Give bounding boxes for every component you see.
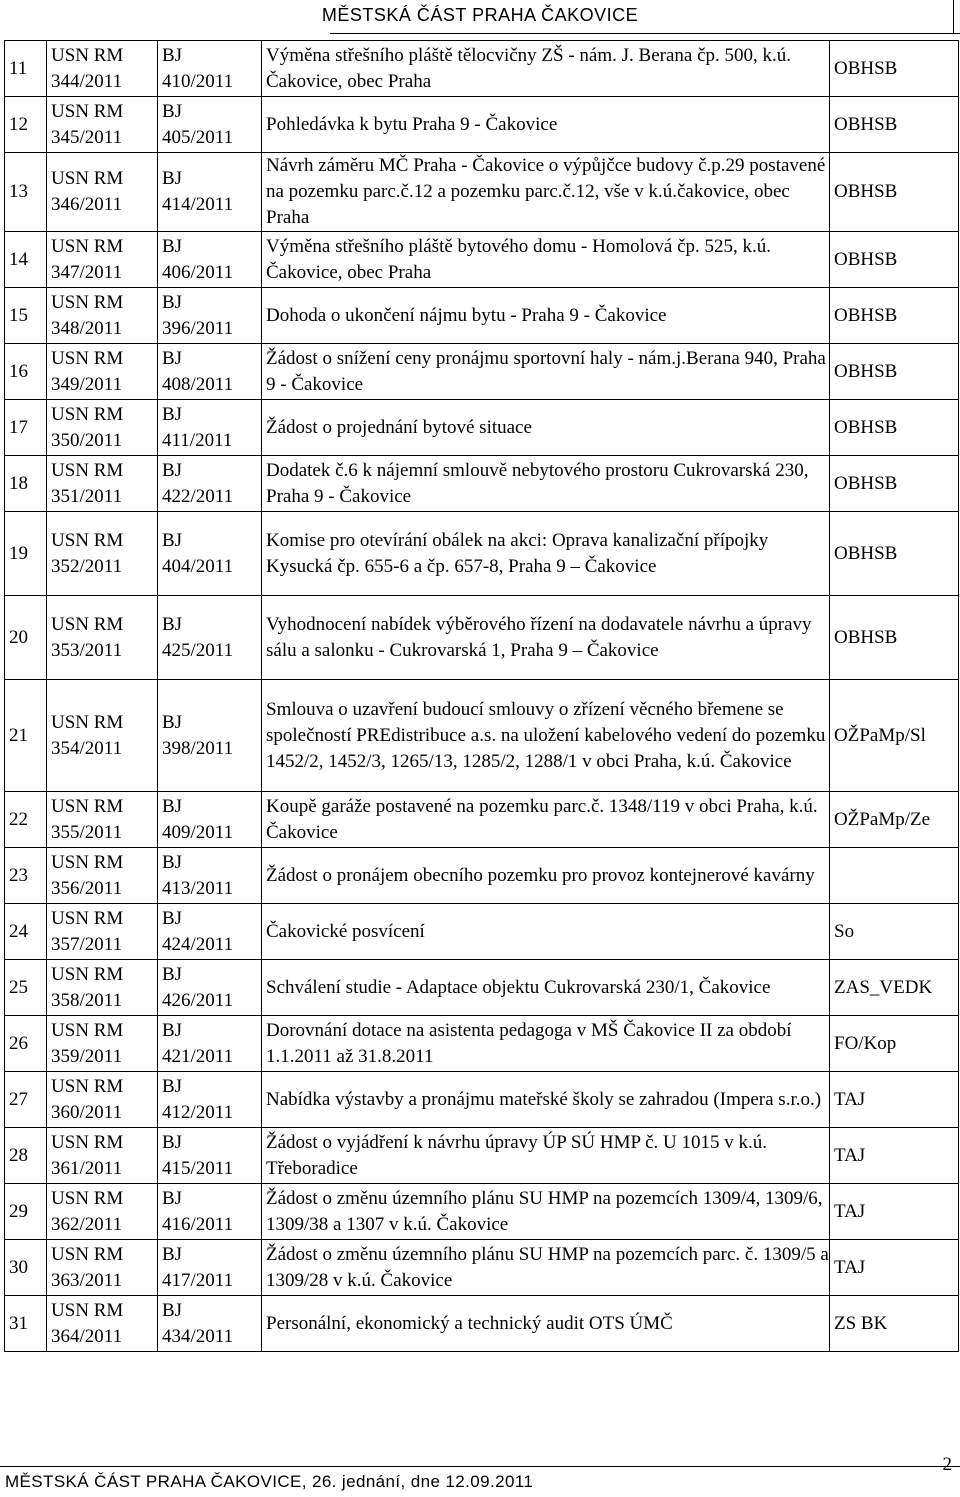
item-description: Vyhodnocení nabídek výběrového řízení na dodavatele návrhu a úpravy sálu a salonku - Cukrovarská 1, Praha 9 – Čakovice — [262, 596, 830, 680]
table-row — [5, 400, 959, 456]
table-row — [5, 1240, 959, 1296]
agenda-label: BJ — [162, 1187, 183, 1209]
table-row — [5, 596, 959, 680]
header-tick — [953, 0, 954, 34]
resolution-id-cell — [47, 1240, 158, 1296]
row-number: 11 — [5, 41, 47, 97]
responsible-department: TAJ — [830, 1072, 959, 1128]
responsible-department: FO/Kop — [830, 1016, 959, 1072]
agenda-number: 406/2011 — [162, 261, 234, 283]
table-row — [5, 344, 959, 400]
agenda-number: 415/2011 — [162, 1157, 234, 1179]
agenda-number: 413/2011 — [162, 877, 234, 899]
agenda-number: 405/2011 — [162, 126, 234, 148]
resolution-label: USN RM — [51, 1243, 124, 1265]
resolution-number: 344/2011 — [51, 70, 123, 92]
item-description: Koupě garáže postavené na pozemku parc.č. 1348/119 v obci Praha, k.ú. Čakovice — [262, 792, 830, 848]
page-number: 2 — [942, 1454, 952, 1475]
header-rule — [330, 33, 960, 34]
resolution-label: USN RM — [51, 347, 124, 369]
agenda-id-cell — [158, 41, 262, 97]
agenda-label: BJ — [162, 459, 183, 481]
resolution-label: USN RM — [51, 1299, 124, 1321]
resolution-number: 352/2011 — [51, 555, 123, 577]
agenda-id-cell — [158, 596, 262, 680]
row-number: 19 — [5, 512, 47, 596]
agenda-id-cell — [158, 1128, 262, 1184]
resolution-label: USN RM — [51, 1187, 124, 1209]
resolution-id-cell — [47, 1072, 158, 1128]
resolution-label: USN RM — [51, 291, 124, 313]
agenda-number: 422/2011 — [162, 485, 234, 507]
row-number: 29 — [5, 1184, 47, 1240]
resolution-label: USN RM — [51, 1131, 124, 1153]
resolution-number: 355/2011 — [51, 821, 123, 843]
agenda-label: BJ — [162, 1243, 183, 1265]
resolution-number: 364/2011 — [51, 1325, 123, 1347]
resolution-label: USN RM — [51, 711, 124, 733]
item-description: Čakovické posvícení — [262, 904, 830, 960]
item-description: Schválení studie - Adaptace objektu Cukrovarská 230/1, Čakovice — [262, 960, 830, 1016]
row-number: 24 — [5, 904, 47, 960]
resolution-id-cell — [47, 1016, 158, 1072]
responsible-department: OBHSB — [830, 596, 959, 680]
agenda-number: 425/2011 — [162, 639, 234, 661]
agenda-id-cell — [158, 97, 262, 153]
table-row — [5, 97, 959, 153]
agenda-id-cell — [158, 1072, 262, 1128]
agenda-number: 408/2011 — [162, 373, 234, 395]
agenda-id-cell — [158, 512, 262, 596]
responsible-department: OBHSB — [830, 97, 959, 153]
resolution-label: USN RM — [51, 44, 124, 66]
table-row — [5, 848, 959, 904]
responsible-department: TAJ — [830, 1184, 959, 1240]
responsible-department: ZAS_VEDK — [830, 960, 959, 1016]
responsible-department: OBHSB — [830, 153, 959, 232]
agenda-label: BJ — [162, 1299, 183, 1321]
resolution-label: USN RM — [51, 907, 124, 929]
item-description: Žádost o snížení ceny pronájmu sportovní haly - nám.j.Berana 940, Praha 9 - Čakovice — [262, 344, 830, 400]
resolution-number: 353/2011 — [51, 639, 123, 661]
resolution-number: 347/2011 — [51, 261, 123, 283]
item-description: Žádost o změnu územního plánu SU HMP na pozemcích parc. č. 1309/5 a 1309/28 v k.ú. Čakovice — [262, 1240, 830, 1296]
responsible-department: OBHSB — [830, 456, 959, 512]
resolution-number: 354/2011 — [51, 737, 123, 759]
agenda-number: 421/2011 — [162, 1045, 234, 1067]
agenda-number: 424/2011 — [162, 933, 234, 955]
resolution-number: 362/2011 — [51, 1213, 123, 1235]
agenda-label: BJ — [162, 1131, 183, 1153]
agenda-id-cell — [158, 904, 262, 960]
resolution-id-cell — [47, 1184, 158, 1240]
page-header — [0, 0, 960, 34]
agenda-label: BJ — [162, 235, 183, 257]
resolution-id-cell — [47, 792, 158, 848]
item-description: Výměna střešního pláště tělocvičny ZŠ - nám. J. Berana čp. 500, k.ú. Čakovice, obec Praha — [262, 41, 830, 97]
item-description: Smlouva o uzavření budoucí smlouvy o zřízení věcného břemene se společností PREdistribuce a.s. na uložení kabelového vedení do pozemku 1452/2, 1452/3, 1265/13, 1285/2, 1288/1 v obci Praha, k.ú. Čakovice — [262, 680, 830, 792]
resolution-number: 360/2011 — [51, 1101, 123, 1123]
page-footer — [0, 1454, 960, 1497]
table-row — [5, 512, 959, 596]
agenda-id-cell — [158, 456, 262, 512]
table-body — [5, 41, 959, 1352]
row-number: 22 — [5, 792, 47, 848]
footer-rule — [0, 1466, 960, 1467]
table-row — [5, 1184, 959, 1240]
agenda-label: BJ — [162, 1075, 183, 1097]
row-number: 25 — [5, 960, 47, 1016]
resolution-id-cell — [47, 400, 158, 456]
resolution-id-cell — [47, 1296, 158, 1352]
row-number: 17 — [5, 400, 47, 456]
resolution-label: USN RM — [51, 168, 124, 189]
resolutions-table — [4, 40, 959, 1352]
agenda-id-cell — [158, 153, 262, 232]
item-description: Komise pro otevírání obálek na akci: Oprava kanalizační přípojky Kysucká čp. 655-6 a čp. 657-8, Praha 9 – Čakovice — [262, 512, 830, 596]
resolution-id-cell — [47, 596, 158, 680]
responsible-department: OBHSB — [830, 400, 959, 456]
resolution-number: 358/2011 — [51, 989, 123, 1011]
resolution-id-cell — [47, 288, 158, 344]
row-number: 27 — [5, 1072, 47, 1128]
resolution-number: 348/2011 — [51, 317, 123, 339]
table-row — [5, 288, 959, 344]
resolution-label: USN RM — [51, 851, 124, 873]
item-description: Dorovnání dotace na asistenta pedagoga v MŠ Čakovice II za období 1.1.2011 až 31.8.2011 — [262, 1016, 830, 1072]
resolution-id-cell — [47, 512, 158, 596]
item-description: Dodatek č.6 k nájemní smlouvě nebytového prostoru Cukrovarská 230, Praha 9 - Čakovice — [262, 456, 830, 512]
agenda-label: BJ — [162, 963, 183, 985]
header-title: MĚSTSKÁ ČÁST PRAHA ČAKOVICE — [321, 5, 639, 25]
agenda-id-cell — [158, 344, 262, 400]
resolution-label: USN RM — [51, 235, 124, 257]
agenda-label: BJ — [162, 1019, 183, 1041]
agenda-id-cell — [158, 1296, 262, 1352]
item-description: Návrh záměru MČ Praha - Čakovice o výpůjčce budovy č.p.29 postavené na pozemku parc.č.12 a pozemku parc.č.12, vše v k.ú.čakovice, obec Praha — [262, 153, 830, 232]
row-number: 18 — [5, 456, 47, 512]
footer-text: MĚSTSKÁ ČÁST PRAHA ČAKOVICE, 26. jednání, dne 12.09.2011 — [5, 1472, 534, 1491]
agenda-id-cell — [158, 680, 262, 792]
item-description: Žádost o projednání bytové situace — [262, 400, 830, 456]
agenda-label: BJ — [162, 613, 183, 635]
table-row — [5, 1016, 959, 1072]
table-row — [5, 680, 959, 792]
agenda-number: 396/2011 — [162, 317, 234, 339]
responsible-department: So — [830, 904, 959, 960]
agenda-id-cell — [158, 400, 262, 456]
row-number: 31 — [5, 1296, 47, 1352]
resolution-number: 351/2011 — [51, 485, 123, 507]
item-description: Žádost o změnu územního plánu SU HMP na pozemcích 1309/4, 1309/6, 1309/38 a 1307 v k.ú. Čakovice — [262, 1184, 830, 1240]
resolution-label: USN RM — [51, 459, 124, 481]
resolution-id-cell — [47, 960, 158, 1016]
resolution-id-cell — [47, 232, 158, 288]
agenda-number: 416/2011 — [162, 1213, 234, 1235]
agenda-number: 398/2011 — [162, 737, 234, 759]
agenda-id-cell — [158, 1240, 262, 1296]
resolution-number: 357/2011 — [51, 933, 123, 955]
table-row — [5, 1128, 959, 1184]
resolution-label: USN RM — [51, 529, 124, 551]
item-description: Žádost o vyjádření k návrhu úpravy ÚP SÚ HMP č. U 1015 v k.ú. Třeboradice — [262, 1128, 830, 1184]
item-description: Nabídka výstavby a pronájmu mateřské školy se zahradou (Impera s.r.o.) — [262, 1072, 830, 1128]
responsible-department: OBHSB — [830, 344, 959, 400]
agenda-label: BJ — [162, 529, 183, 551]
agenda-label: BJ — [162, 851, 183, 873]
resolution-number: 359/2011 — [51, 1045, 123, 1067]
item-description: Personální, ekonomický a technický audit OTS ÚMČ — [262, 1296, 830, 1352]
agenda-id-cell — [158, 848, 262, 904]
table-row — [5, 1296, 959, 1352]
agenda-id-cell — [158, 792, 262, 848]
resolution-id-cell — [47, 904, 158, 960]
agenda-id-cell — [158, 1184, 262, 1240]
row-number: 20 — [5, 596, 47, 680]
table-row — [5, 232, 959, 288]
row-number: 30 — [5, 1240, 47, 1296]
resolution-number: 361/2011 — [51, 1157, 123, 1179]
agenda-number: 409/2011 — [162, 821, 234, 843]
responsible-department: ZS BK — [830, 1296, 959, 1352]
responsible-department: OBHSB — [830, 41, 959, 97]
agenda-number: 417/2011 — [162, 1269, 234, 1291]
agenda-label: BJ — [162, 795, 183, 817]
row-number: 14 — [5, 232, 47, 288]
agenda-number: 404/2011 — [162, 555, 234, 577]
row-number: 12 — [5, 97, 47, 153]
table-row — [5, 153, 959, 232]
agenda-id-cell — [158, 1016, 262, 1072]
resolution-label: USN RM — [51, 795, 124, 817]
responsible-department — [830, 848, 959, 904]
responsible-department: OBHSB — [830, 512, 959, 596]
row-number: 13 — [5, 153, 47, 232]
agenda-number: 412/2011 — [162, 1101, 234, 1123]
responsible-department: OŽPaMp/Ze — [830, 792, 959, 848]
resolution-number: 356/2011 — [51, 877, 123, 899]
resolution-label: USN RM — [51, 613, 124, 635]
row-number: 23 — [5, 848, 47, 904]
resolution-number: 349/2011 — [51, 373, 123, 395]
row-number: 15 — [5, 288, 47, 344]
resolution-number: 350/2011 — [51, 429, 123, 451]
agenda-id-cell — [158, 288, 262, 344]
agenda-label: BJ — [162, 711, 183, 733]
agenda-number: 411/2011 — [162, 429, 233, 451]
item-description: Pohledávka k bytu Praha 9 - Čakovice — [262, 97, 830, 153]
table-row — [5, 904, 959, 960]
agenda-label: BJ — [162, 291, 183, 313]
resolution-label: USN RM — [51, 403, 124, 425]
agenda-label: BJ — [162, 907, 183, 929]
agenda-label: BJ — [162, 44, 183, 66]
resolution-id-cell — [47, 456, 158, 512]
resolution-id-cell — [47, 41, 158, 97]
responsible-department: OBHSB — [830, 232, 959, 288]
responsible-department: TAJ — [830, 1240, 959, 1296]
agenda-number: 434/2011 — [162, 1325, 234, 1347]
row-number: 16 — [5, 344, 47, 400]
agenda-label: BJ — [162, 403, 183, 425]
resolution-label: USN RM — [51, 1075, 124, 1097]
agenda-label: BJ — [162, 100, 183, 122]
resolution-number: 363/2011 — [51, 1269, 123, 1291]
item-description: Výměna střešního pláště bytového domu - Homolová čp. 525, k.ú. Čakovice, obec Praha — [262, 232, 830, 288]
table-row — [5, 960, 959, 1016]
resolution-id-cell — [47, 97, 158, 153]
resolution-label: USN RM — [51, 100, 124, 122]
agenda-label: BJ — [162, 347, 183, 369]
agenda-number: 410/2011 — [162, 70, 234, 92]
row-number: 21 — [5, 680, 47, 792]
table-row — [5, 456, 959, 512]
resolution-id-cell — [47, 1128, 158, 1184]
resolution-number: 346/2011 — [51, 194, 123, 215]
table-row — [5, 1072, 959, 1128]
item-description: Dohoda o ukončení nájmu bytu - Praha 9 - Čakovice — [262, 288, 830, 344]
resolution-label: USN RM — [51, 1019, 124, 1041]
agenda-number: 414/2011 — [162, 194, 234, 215]
responsible-department: OŽPaMp/Sl — [830, 680, 959, 792]
resolution-label: USN RM — [51, 963, 124, 985]
resolution-id-cell — [47, 344, 158, 400]
resolution-id-cell — [47, 848, 158, 904]
resolution-number: 345/2011 — [51, 126, 123, 148]
row-number: 26 — [5, 1016, 47, 1072]
agenda-id-cell — [158, 232, 262, 288]
resolution-id-cell — [47, 153, 158, 232]
agenda-label: BJ — [162, 168, 183, 189]
responsible-department: TAJ — [830, 1128, 959, 1184]
agenda-number: 426/2011 — [162, 989, 234, 1011]
table-row — [5, 792, 959, 848]
table-row — [5, 41, 959, 97]
row-number: 28 — [5, 1128, 47, 1184]
responsible-department: OBHSB — [830, 288, 959, 344]
agenda-id-cell — [158, 960, 262, 1016]
resolution-id-cell — [47, 680, 158, 792]
item-description: Žádost o pronájem obecního pozemku pro provoz kontejnerové kavárny — [262, 848, 830, 904]
